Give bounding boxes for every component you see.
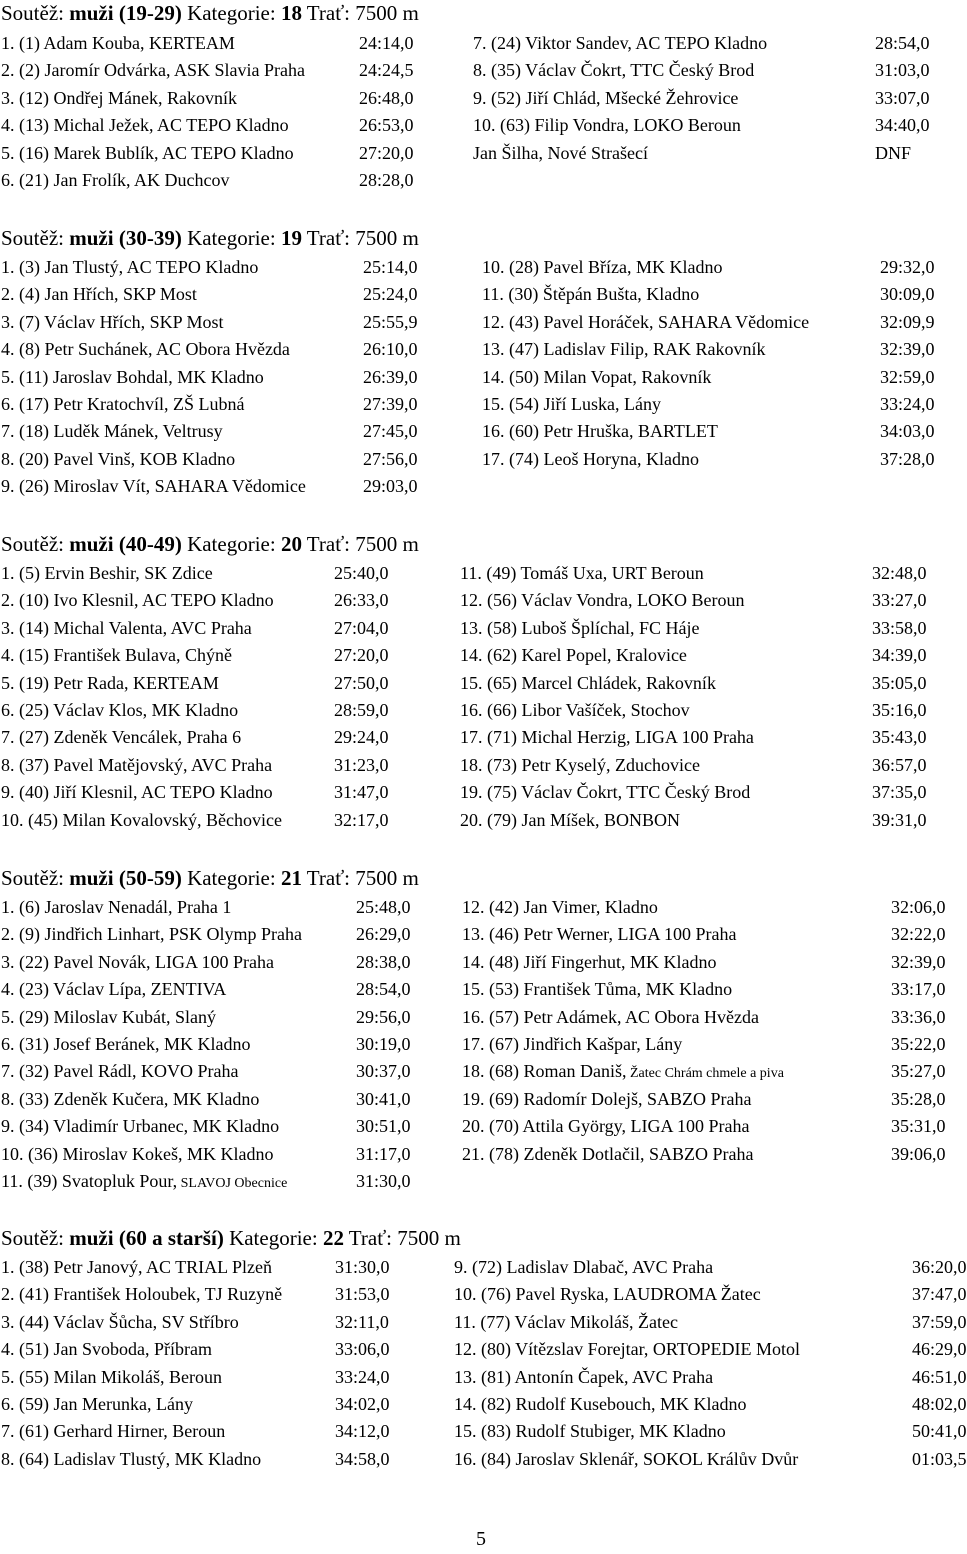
competitor-name: 7. (27) Zdeněk Vencálek, Praha 6 [1, 727, 242, 748]
finish-time: 33:24,0 [335, 1366, 390, 1387]
finish-time: 32:59,0 [880, 366, 935, 387]
competitor-name: 18. (68) Roman Daniš, Žatec Chrám chmele a piva [462, 1061, 784, 1082]
finish-time: 30:41,0 [356, 1088, 411, 1109]
result-row [1, 366, 441, 393]
competitor-name: 11. (39) Svatopluk Pour, SLAVOJ Obecnice [1, 1170, 288, 1191]
section-title: Soutěž: muži (40-49) Kategorie: 20 Trať: 7500 m [1, 532, 419, 556]
result-row [1, 754, 441, 781]
competitor-name: 11. (30) Štěpán Bušta, Kladno [482, 284, 700, 305]
competitor-name: 12. (43) Pavel Horáček, SAHARA Vědomice [482, 311, 810, 332]
competitor-name: 4. (23) Václav Lípa, ZENTIVA [1, 979, 227, 1000]
result-row [462, 1115, 957, 1142]
competitor-name: 9. (26) Miroslav Vít, SAHARA Vědomice [1, 476, 306, 497]
result-row [454, 1448, 967, 1475]
competitor-name: 3. (12) Ondřej Mánek, Rakovník [1, 87, 237, 108]
finish-time: 32:39,0 [880, 339, 935, 360]
result-row [1, 311, 441, 338]
finish-time: 26:39,0 [363, 366, 418, 387]
competitor-name: 1. (5) Ervin Beshir, SK Zdice [1, 563, 213, 583]
result-row [1, 420, 441, 447]
result-row [482, 420, 957, 447]
result-row [462, 1006, 957, 1033]
finish-time: 27:20,0 [334, 645, 389, 666]
finish-time: 26:10,0 [363, 339, 418, 360]
page-number: 5 [476, 1528, 486, 1550]
result-row [462, 951, 957, 978]
result-row [482, 338, 957, 365]
result-row [473, 87, 953, 114]
finish-time: 32:48,0 [872, 563, 927, 583]
competitor-name: 4. (51) Jan Svoboda, Příbram [1, 1339, 212, 1360]
competitor-name: 8. (33) Zdeněk Kučera, MK Kladno [1, 1088, 260, 1109]
competitor-name: 15. (53) František Tůma, MK Kladno [462, 979, 733, 1000]
result-row [1, 1088, 441, 1115]
competitor-name: 7. (18) Luděk Mánek, Veltrusy [1, 421, 223, 442]
result-row [460, 562, 940, 589]
result-row [460, 726, 940, 753]
competitor-name: 10. (28) Pavel Bříza, MK Kladno [482, 257, 723, 277]
competitor-name: 2. (9) Jindřich Linhart, PSK Olymp Praha [1, 924, 302, 945]
result-row [454, 1338, 967, 1365]
competitor-name: 10. (36) Miroslav Kokeš, MK Kladno [1, 1143, 274, 1164]
finish-time: 33:24,0 [880, 393, 935, 414]
competitor-name: 14. (62) Karel Popel, Kralovice [460, 645, 687, 666]
result-row [1, 448, 441, 475]
result-row [462, 1060, 957, 1087]
finish-time: 31:03,0 [875, 60, 930, 81]
finish-time: 33:36,0 [891, 1006, 946, 1027]
finish-time: 27:45,0 [363, 421, 418, 442]
finish-time: 25:24,0 [363, 284, 418, 305]
finish-time: 34:40,0 [875, 115, 930, 136]
finish-time: 30:51,0 [356, 1116, 411, 1137]
finish-time: 34:12,0 [335, 1421, 390, 1442]
competitor-name: 11. (77) Václav Mikoláš, Žatec [454, 1311, 678, 1332]
finish-time: 32:22,0 [891, 924, 946, 945]
result-row [454, 1256, 967, 1283]
result-row [482, 311, 957, 338]
finish-time: 31:17,0 [356, 1143, 411, 1164]
finish-time: 35:43,0 [872, 727, 927, 748]
result-row [1, 1143, 441, 1170]
competitor-name: 8. (35) Václav Čokrt, TTC Český Brod [473, 60, 755, 81]
competitor-name: 5. (55) Milan Mikoláš, Beroun [1, 1366, 222, 1387]
finish-time: 37:59,0 [912, 1311, 967, 1332]
result-row [482, 448, 957, 475]
finish-time: 26:48,0 [359, 87, 414, 108]
finish-time: 28:28,0 [359, 169, 414, 190]
competitor-name: 15. (83) Rudolf Stubiger, MK Kladno [454, 1421, 726, 1442]
result-row [1, 1311, 441, 1338]
competitor-name: 3. (7) Václav Hřích, SKP Most [1, 311, 224, 332]
result-row [462, 896, 957, 923]
result-row [460, 589, 940, 616]
section-title: Soutěž: muži (30-39) Kategorie: 19 Trať: 7500 m [1, 226, 419, 250]
finish-time: 34:03,0 [880, 421, 935, 442]
result-row [454, 1311, 967, 1338]
competitor-name: 16. (66) Libor Vašíček, Stochov [460, 699, 690, 720]
finish-time: 31:53,0 [335, 1284, 390, 1305]
result-row [473, 59, 953, 86]
result-row [462, 1143, 957, 1170]
competitor-name: 15. (65) Marcel Chládek, Rakovník [460, 672, 716, 693]
result-row [1, 1170, 441, 1197]
competitor-name: 19. (69) Radomír Dolejš, SABZO Praha [462, 1088, 752, 1109]
finish-time: 29:24,0 [334, 727, 389, 748]
competitor-name: 17. (67) Jindřich Kašpar, Lány [462, 1033, 683, 1054]
finish-time: 33:06,0 [335, 1339, 390, 1360]
result-row [454, 1420, 967, 1447]
competitor-name: 9. (72) Ladislav Dlabač, AVC Praha [454, 1257, 714, 1277]
competitor-name: 17. (71) Michal Herzig, LIGA 100 Praha [460, 727, 754, 748]
result-row [482, 366, 957, 393]
result-row [482, 393, 957, 420]
finish-time: 35:16,0 [872, 699, 927, 720]
result-row [1, 283, 441, 310]
competitor-name: 12. (80) Vítězslav Forejtar, ORTOPEDIE Motol [454, 1339, 800, 1360]
competitor-name: 16. (60) Petr Hruška, BARTLET [482, 421, 718, 442]
finish-time: 29:32,0 [880, 257, 935, 277]
finish-time: 32:17,0 [334, 809, 389, 830]
finish-time: 31:23,0 [334, 754, 389, 775]
finish-time: 33:58,0 [872, 617, 927, 638]
finish-time: 28:54,0 [875, 33, 930, 53]
finish-time: 39:31,0 [872, 809, 927, 830]
competitor-name: 16. (57) Petr Adámek, AC Obora Hvězda [462, 1006, 759, 1027]
result-row [482, 256, 957, 283]
competitor-name: 1. (38) Petr Janový, AC TRIAL Plzeň [1, 1257, 272, 1277]
competitor-name: 2. (10) Ivo Klesnil, AC TEPO Kladno [1, 590, 274, 611]
finish-time: 29:03,0 [363, 476, 418, 497]
competitor-name: 17. (74) Leoš Horyna, Kladno [482, 448, 699, 469]
result-row [1, 256, 441, 283]
competitor-name: 6. (59) Jan Merunka, Lány [1, 1393, 193, 1414]
result-row [1, 896, 441, 923]
result-row [1, 923, 441, 950]
result-row [1, 142, 441, 169]
finish-time: 32:09,9 [880, 311, 935, 332]
competitor-name: 13. (58) Luboš Šplíchal, FC Háje [460, 617, 700, 638]
result-row [1, 951, 441, 978]
result-row [462, 923, 957, 950]
finish-time: 01:03,5 [912, 1448, 967, 1469]
result-row [460, 754, 940, 781]
result-row [1, 1060, 441, 1087]
results-right-column [473, 32, 953, 169]
competitor-name: Jan Šilha, Nové Strašecí [473, 142, 648, 163]
competitor-name: 13. (46) Petr Werner, LIGA 100 Praha [462, 924, 737, 945]
competitor-name: 3. (44) Václav Šůcha, SV Stříbro [1, 1311, 239, 1332]
finish-time: 32:39,0 [891, 951, 946, 972]
result-row [1, 338, 441, 365]
result-row [1, 475, 441, 502]
results-right-column [462, 896, 957, 1170]
finish-time: 25:48,0 [356, 897, 411, 917]
competitor-name: 16. (84) Jaroslav Sklenář, SOKOL Králův Dvůr [454, 1448, 799, 1469]
finish-time: 26:33,0 [334, 590, 389, 611]
finish-time: 32:06,0 [891, 897, 946, 917]
result-row [1, 589, 441, 616]
competitor-name: 2. (41) František Holoubek, TJ Ruzyně [1, 1284, 283, 1305]
finish-time: 24:14,0 [359, 33, 414, 53]
section-title: Soutěž: muži (50-59) Kategorie: 21 Trať: 7500 m [1, 866, 419, 890]
results-right-column [460, 562, 940, 836]
results-right-column [482, 256, 957, 475]
competitor-name: 3. (22) Pavel Novák, LIGA 100 Praha [1, 951, 274, 972]
result-row [1, 87, 441, 114]
finish-time: 30:37,0 [356, 1061, 411, 1082]
result-row [1, 672, 441, 699]
finish-time: 27:39,0 [363, 393, 418, 414]
competitor-name: 12. (56) Václav Vondra, LOKO Beroun [460, 590, 745, 611]
result-row [1, 1393, 441, 1420]
competitor-name: 7. (32) Pavel Rádl, KOVO Praha [1, 1061, 239, 1082]
result-row [1, 617, 441, 644]
finish-time: 35:28,0 [891, 1088, 946, 1109]
competitor-name: 9. (34) Vladimír Urbanec, MK Kladno [1, 1116, 280, 1137]
club-name-small: SLAVOJ Obecnice [177, 1175, 288, 1191]
finish-time: 24:24,5 [359, 60, 414, 81]
finish-time: 26:29,0 [356, 924, 411, 945]
finish-time: 48:02,0 [912, 1393, 967, 1414]
finish-time: 25:55,9 [363, 311, 418, 332]
finish-time: 31:47,0 [334, 782, 389, 803]
result-row [473, 114, 953, 141]
finish-time: 50:41,0 [912, 1421, 967, 1442]
finish-time: 31:30,0 [335, 1257, 390, 1277]
results-left-column [1, 32, 441, 196]
result-row [454, 1366, 967, 1393]
finish-time: 37:28,0 [880, 448, 935, 469]
result-row [1, 562, 441, 589]
result-row [454, 1393, 967, 1420]
competitor-name: 12. (42) Jan Vimer, Kladno [462, 897, 658, 917]
competitor-name: 5. (11) Jaroslav Bohdal, MK Kladno [1, 366, 264, 387]
competitor-name: 6. (25) Václav Klos, MK Kladno [1, 699, 239, 720]
competitor-name: 7. (24) Viktor Sandev, AC TEPO Kladno [473, 33, 768, 53]
finish-time: 25:40,0 [334, 563, 389, 583]
competitor-name: 1. (6) Jaroslav Nenadál, Praha 1 [1, 897, 232, 917]
competitor-name: 18. (73) Petr Kyselý, Zduchovice [460, 754, 700, 775]
finish-time: 28:59,0 [334, 699, 389, 720]
competitor-name: 6. (31) Josef Beránek, MK Kladno [1, 1033, 251, 1054]
results-left-column [1, 896, 441, 1197]
result-row [482, 283, 957, 310]
finish-time: 28:54,0 [356, 979, 411, 1000]
finish-time: 32:11,0 [335, 1311, 389, 1332]
competitor-name: 20. (70) Attila György, LIGA 100 Praha [462, 1116, 750, 1137]
finish-time: 33:07,0 [875, 87, 930, 108]
finish-time: 35:05,0 [872, 672, 927, 693]
competitor-name: 14. (82) Rudolf Kusebouch, MK Kladno [454, 1393, 747, 1414]
competitor-name: 6. (21) Jan Frolík, AK Duchcov [1, 169, 230, 190]
competitor-name: 4. (15) František Bulava, Chýně [1, 645, 232, 666]
result-row [460, 672, 940, 699]
finish-time: 34:02,0 [335, 1393, 390, 1414]
competitor-name: 4. (13) Michal Ježek, AC TEPO Kladno [1, 115, 289, 136]
result-row [1, 32, 441, 59]
competitor-name: 8. (37) Pavel Matějovský, AVC Praha [1, 754, 273, 775]
finish-time: 29:56,0 [356, 1006, 411, 1027]
finish-time: 27:04,0 [334, 617, 389, 638]
finish-time: DNF [875, 142, 912, 163]
competitor-name: 9. (52) Jiří Chlád, Mšecké Žehrovice [473, 87, 739, 108]
result-row [1, 809, 441, 836]
result-row [462, 1088, 957, 1115]
results-left-column [1, 1256, 441, 1475]
competitor-name: 21. (78) Zdeněk Dotlačil, SABZO Praha [462, 1143, 754, 1164]
finish-time: 28:38,0 [356, 951, 411, 972]
competitor-name: 9. (40) Jiří Klesnil, AC TEPO Kladno [1, 782, 273, 803]
competitor-name: 10. (45) Milan Kovalovský, Běchovice [1, 809, 282, 830]
finish-time: 27:20,0 [359, 142, 414, 163]
result-row [454, 1283, 967, 1310]
result-row [460, 809, 940, 836]
result-row [460, 617, 940, 644]
result-row [1, 59, 441, 86]
result-row [1, 699, 441, 726]
result-row [1, 1448, 441, 1475]
finish-time: 35:22,0 [891, 1033, 946, 1054]
result-row [1, 1420, 441, 1447]
section-title: Soutěž: muži (19-29) Kategorie: 18 Trať: 7500 m [1, 1, 419, 25]
result-row [462, 978, 957, 1005]
finish-time: 34:39,0 [872, 645, 927, 666]
result-row [1, 644, 441, 671]
competitor-name: 20. (79) Jan Míšek, BONBON [460, 809, 680, 830]
competitor-name: 10. (63) Filip Vondra, LOKO Beroun [473, 115, 741, 136]
result-row [1, 978, 441, 1005]
finish-time: 46:51,0 [912, 1366, 967, 1387]
finish-time: 30:19,0 [356, 1033, 411, 1054]
competitor-name: 5. (16) Marek Bublík, AC TEPO Kladno [1, 142, 294, 163]
finish-time: 37:35,0 [872, 782, 927, 803]
result-row [473, 142, 953, 169]
competitor-name: 13. (47) Ladislav Filip, RAK Rakovník [482, 339, 766, 360]
competitor-name: 3. (14) Michal Valenta, AVC Praha [1, 617, 252, 638]
result-row [1, 1283, 441, 1310]
result-row [1, 781, 441, 808]
competitor-name: 19. (75) Václav Čokrt, TTC Český Brod [460, 782, 751, 803]
results-right-column [454, 1256, 967, 1475]
result-row [1, 1256, 441, 1283]
result-row [460, 781, 940, 808]
result-row [460, 644, 940, 671]
results-left-column [1, 562, 441, 836]
competitor-name: 8. (64) Ladislav Tlustý, MK Kladno [1, 1448, 262, 1469]
competitor-name: 6. (17) Petr Kratochvíl, ZŠ Lubná [1, 393, 245, 414]
result-row [1, 114, 441, 141]
competitor-name: 7. (61) Gerhard Hirner, Beroun [1, 1421, 226, 1442]
result-row [1, 1338, 441, 1365]
result-row [462, 1033, 957, 1060]
result-row [1, 1006, 441, 1033]
competitor-name: 1. (1) Adam Kouba, KERTEAM [1, 33, 235, 53]
result-row [1, 1033, 441, 1060]
finish-time: 39:06,0 [891, 1143, 946, 1164]
finish-time: 37:47,0 [912, 1284, 967, 1305]
finish-time: 36:20,0 [912, 1257, 967, 1277]
finish-time: 31:30,0 [356, 1170, 411, 1191]
finish-time: 36:57,0 [872, 754, 927, 775]
competitor-name: 2. (4) Jan Hřích, SKP Most [1, 284, 197, 305]
competitor-name: 10. (76) Pavel Ryska, LAUDROMA Žatec [454, 1284, 761, 1305]
finish-time: 25:14,0 [363, 257, 418, 277]
competitor-name: 8. (20) Pavel Vinš, KOB Kladno [1, 448, 236, 469]
result-row [1, 1366, 441, 1393]
club-name-small: Žatec Chrám chmele a piva [626, 1066, 784, 1082]
competitor-name: 4. (8) Petr Suchánek, AC Obora Hvězda [1, 339, 290, 360]
competitor-name: 14. (48) Jiří Fingerhut, MK Kladno [462, 951, 717, 972]
competitor-name: 11. (49) Tomáš Uxa, URT Beroun [460, 563, 704, 583]
competitor-name: 5. (29) Miloslav Kubát, Slaný [1, 1006, 216, 1027]
result-row [1, 169, 441, 196]
finish-time: 26:53,0 [359, 115, 414, 136]
finish-time: 27:56,0 [363, 448, 418, 469]
finish-time: 46:29,0 [912, 1339, 967, 1360]
finish-time: 33:17,0 [891, 979, 946, 1000]
result-row [1, 726, 441, 753]
results-left-column [1, 256, 441, 503]
competitor-name: 13. (81) Antonín Čapek, AVC Praha [454, 1366, 714, 1387]
competitor-name: 1. (3) Jan Tlustý, AC TEPO Kladno [1, 257, 259, 277]
competitor-name: 14. (50) Milan Vopat, Rakovník [482, 366, 712, 387]
result-row [1, 393, 441, 420]
result-row [460, 699, 940, 726]
result-row [473, 32, 953, 59]
competitor-name: 15. (54) Jiří Luska, Lány [482, 393, 661, 414]
finish-time: 35:27,0 [891, 1061, 946, 1082]
competitor-name: 2. (2) Jaromír Odvárka, ASK Slavia Praha [1, 60, 305, 81]
finish-time: 35:31,0 [891, 1116, 946, 1137]
section-title: Soutěž: muži (60 a starší) Kategorie: 22 Trať: 7500 m [1, 1226, 461, 1250]
finish-time: 33:27,0 [872, 590, 927, 611]
finish-time: 34:58,0 [335, 1448, 390, 1469]
competitor-name: 5. (19) Petr Rada, KERTEAM [1, 672, 219, 693]
finish-time: 30:09,0 [880, 284, 935, 305]
finish-time: 27:50,0 [334, 672, 389, 693]
result-row [1, 1115, 441, 1142]
